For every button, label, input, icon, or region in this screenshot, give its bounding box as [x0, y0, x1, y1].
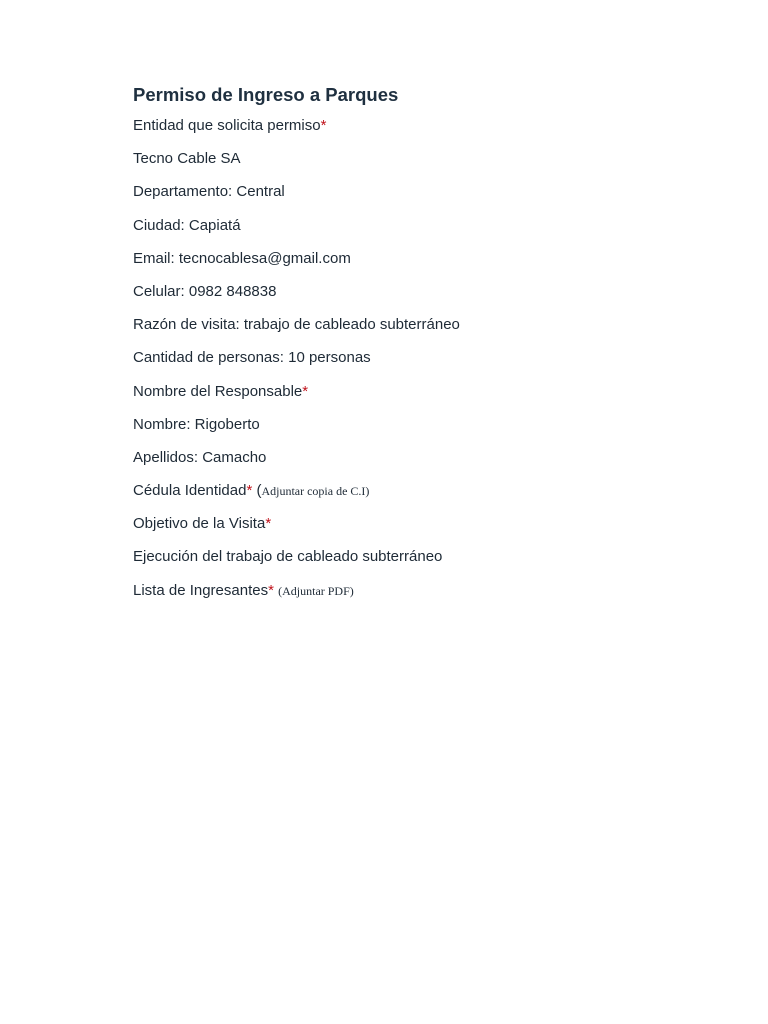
value-email	[133, 250, 733, 268]
field-label-objetivo	[133, 515, 733, 533]
line-text: Razón de visita: trabajo de cableado subterráneo	[133, 316, 460, 334]
required-asterisk: *	[246, 482, 253, 500]
line-text: Nombre del Responsable	[133, 382, 303, 400]
line-text: Ejecución del trabajo de cableado subterráneo	[133, 548, 443, 566]
line-text: Ciudad: Capiatá	[133, 216, 241, 234]
page-title: Permiso de Ingreso a Parques	[133, 84, 399, 105]
value-apellidos	[133, 449, 733, 467]
required-asterisk: *	[265, 515, 272, 533]
line-text: Cédula Identidad	[133, 482, 247, 500]
line-text: Nombre: Rigoberto	[133, 415, 260, 433]
value-entidad	[133, 150, 733, 168]
value-departamento	[133, 183, 733, 201]
value-cantidad-personas	[133, 349, 733, 367]
value-nombre	[133, 416, 733, 434]
line-text: Celular: 0982 848838	[133, 282, 277, 300]
attachment-note: Adjuntar copia de C.I)	[261, 484, 370, 499]
field-label-responsable	[133, 383, 733, 401]
line-text: Email: tecnocablesa@gmail.com	[133, 249, 351, 267]
line-text: Apellidos: Camacho	[133, 448, 267, 466]
field-label-cedula	[133, 482, 733, 500]
line-text: Objetivo de la Visita	[133, 515, 266, 533]
line-text: Entidad que solicita permiso	[133, 117, 321, 134]
line-text: Tecno Cable SA	[133, 150, 241, 168]
permit-document	[133, 84, 733, 615]
attachment-note: (Adjuntar PDF)	[278, 583, 354, 598]
value-celular	[133, 283, 733, 301]
line-text: Departamento: Central	[133, 183, 285, 201]
required-asterisk: *	[268, 581, 274, 599]
required-asterisk: *	[302, 382, 309, 400]
required-asterisk: *	[320, 117, 327, 134]
value-objetivo	[133, 548, 733, 566]
value-razon-visita	[133, 316, 733, 334]
field-label-entidad	[133, 117, 733, 135]
line-text: Cantidad de personas: 10 personas	[133, 349, 371, 367]
line-text: Lista de Ingresantes	[133, 581, 269, 599]
note-open-paren: (	[256, 482, 262, 500]
value-ciudad	[133, 217, 733, 235]
field-label-lista-ingresantes	[133, 582, 733, 600]
